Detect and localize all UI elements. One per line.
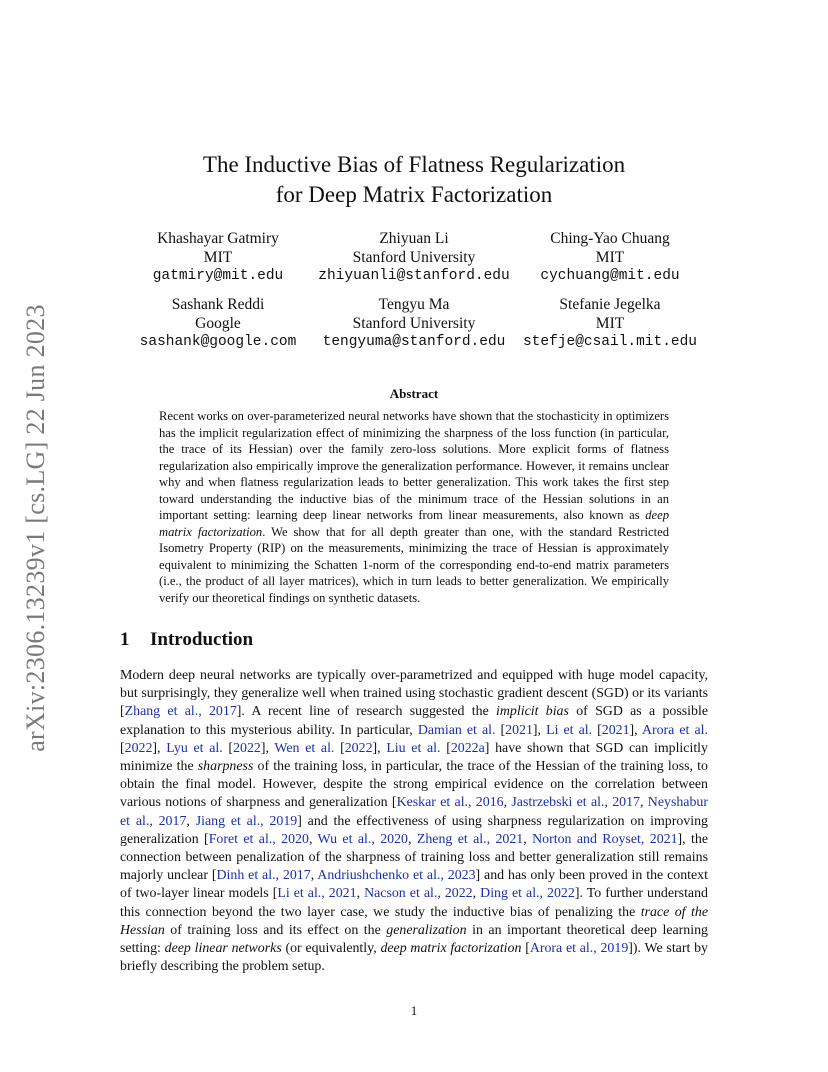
citation-link[interactable]: Foret et al., 2020 bbox=[208, 831, 309, 847]
intro-emphasis: sharpness bbox=[197, 759, 254, 775]
citation-link[interactable]: Nacson et al., 2022 bbox=[364, 886, 473, 902]
section-title: Introduction bbox=[150, 629, 254, 650]
title-line-2: for Deep Matrix Factorization bbox=[275, 182, 553, 207]
author-email[interactable]: gatmiry@mit.edu bbox=[152, 268, 284, 284]
citation-link[interactable]: Zheng et al., 2021 bbox=[416, 831, 524, 847]
citation-link[interactable]: Zhang et al., 2017 bbox=[124, 704, 237, 720]
abstract-emphasis: deep matrix factorization bbox=[159, 508, 669, 539]
intro-text: ], the connection between penalization of the sharpness of training loss and better generalization still remains majorly unclear [ bbox=[120, 831, 708, 884]
author-name: Khashayar Gatmiry bbox=[157, 230, 279, 247]
intro-text: ]. A recent line of research suggested the bbox=[236, 704, 497, 720]
intro-text: ]. To further understand this connection beyond the two layer case, we study the inductive bias of penalizing the bbox=[120, 886, 708, 920]
intro-emphasis: implicit bias bbox=[496, 704, 569, 720]
paper-title bbox=[120, 150, 708, 210]
intro-text: ] and the effectiveness of using sharpness regularization on improving generalization [ bbox=[120, 813, 709, 847]
intro-text: Modern deep neural networks are typically over-parametrized and equipped with huge model capacity, but surprisingly, they generalize well when trained using stochastic gradient descent (SGD) or its variants [ bbox=[120, 668, 708, 720]
citation-link[interactable]: 2021 bbox=[601, 722, 630, 738]
introduction-paragraph bbox=[120, 667, 708, 976]
author-affiliation: MIT bbox=[595, 249, 625, 266]
intro-text: , bbox=[356, 886, 365, 902]
author-email[interactable]: stefje@csail.mit.edu bbox=[522, 334, 698, 350]
author-card bbox=[120, 295, 316, 352]
intro-text: ] and has only been proved in the context of two-layer linear models [ bbox=[120, 868, 708, 902]
citation-link[interactable]: Lyu et al. bbox=[166, 740, 223, 756]
intro-text: , bbox=[186, 813, 196, 829]
author-card bbox=[316, 295, 512, 352]
intro-text: in an important theoretical deep learning setting: bbox=[120, 922, 708, 957]
intro-text: [ bbox=[440, 740, 451, 756]
author-email[interactable]: sashank@google.com bbox=[139, 334, 297, 350]
author-row-2 bbox=[120, 295, 708, 352]
citation-link[interactable]: Norton and Royset, 2021 bbox=[532, 831, 678, 847]
citation-link[interactable]: Dinh et al., 2017 bbox=[216, 868, 311, 884]
author-name: Zhiyuan Li bbox=[379, 230, 449, 247]
author-affiliation: Stanford University bbox=[352, 249, 476, 266]
author-name: Sashank Reddi bbox=[171, 296, 265, 313]
abstract-heading: Abstract bbox=[389, 386, 439, 401]
citation-link[interactable]: Damian et al. bbox=[417, 722, 496, 738]
section-number: 1 bbox=[120, 629, 130, 650]
citation-link[interactable]: 2022 bbox=[233, 740, 261, 756]
author-card bbox=[316, 229, 512, 286]
intro-text: (or equivalently, bbox=[281, 941, 381, 957]
intro-emphasis: deep linear networks bbox=[164, 941, 282, 957]
citation-link[interactable]: Neyshabur et al., 2017 bbox=[120, 795, 708, 829]
intro-text: of training loss and its effect on the bbox=[164, 922, 387, 938]
author-row-1 bbox=[120, 229, 708, 286]
author-email[interactable]: zhiyuanli@stanford.edu bbox=[318, 268, 510, 284]
abstract-text: Recent works on over-parameterized neural networks have shown that the stochasticity in optimizers has the implicit regularization effect of minimizing the sharpness of the loss function (in particular, the trace of its Hessian) over the family zero-loss solutions. More explicit forms of flatness regularization also empirically improve the generalization performance. However, it remains unclear why and when flatness regularization leads to better generalization. This work takes the first step toward understanding the inductive bias of the minimum trace of the Hessian solutions in an important setting: learning deep linear networks from linear measurements, also known as bbox=[159, 409, 669, 522]
citation-link[interactable]: 2022a bbox=[450, 740, 485, 756]
citation-link[interactable]: 2022 bbox=[344, 740, 373, 756]
intro-text: ]). We start by briefly describing the problem setup. bbox=[120, 941, 708, 975]
arxiv-identifier-stamp bbox=[16, 296, 56, 760]
intro-text: [ bbox=[222, 740, 234, 756]
page-number: 1 bbox=[410, 1003, 418, 1018]
intro-text: ], bbox=[260, 740, 275, 756]
citation-link[interactable]: 2022 bbox=[124, 740, 153, 756]
citation-link[interactable]: Wen et al. bbox=[274, 740, 335, 756]
citation-link[interactable]: 2021 bbox=[505, 722, 533, 738]
intro-text: , bbox=[503, 795, 512, 811]
intro-text: ], bbox=[372, 740, 387, 756]
author-email[interactable]: cychuang@mit.edu bbox=[540, 268, 680, 284]
author-affiliation: MIT bbox=[203, 249, 233, 266]
intro-text: ], bbox=[532, 722, 547, 738]
author-affiliation: Google bbox=[195, 315, 241, 332]
author-name: Stefanie Jegelka bbox=[559, 296, 661, 313]
intro-text: [ bbox=[592, 722, 602, 738]
intro-text: [ bbox=[495, 722, 506, 738]
citation-link[interactable]: Andriushchenko et al., 2023 bbox=[317, 868, 476, 884]
intro-text: , bbox=[407, 831, 417, 847]
citation-link[interactable]: Arora et al., 2019 bbox=[529, 941, 629, 957]
intro-text: [ bbox=[120, 740, 125, 756]
author-name: Ching-Yao Chuang bbox=[550, 230, 670, 247]
section-heading bbox=[120, 629, 253, 651]
author-affiliation: MIT bbox=[595, 315, 625, 332]
author-name: Tengyu Ma bbox=[378, 296, 450, 313]
title-line-1: The Inductive Bias of Flatness Regularization bbox=[202, 152, 626, 177]
citation-link[interactable]: Li et al. bbox=[546, 722, 593, 738]
intro-emphasis: generalization bbox=[386, 922, 467, 938]
author-card bbox=[120, 229, 316, 286]
abstract-body bbox=[159, 408, 669, 606]
intro-text: of the training loss, in particular, the trace of the Hessian of the training loss, to obtain the final model. However, despite the strong empirical evidence on the correlation between various notions of sharpness and generalization [ bbox=[120, 759, 708, 811]
citation-link[interactable]: Ding et al., 2022 bbox=[480, 886, 575, 902]
citation-link[interactable]: Jastrzebski et al., 2017 bbox=[511, 795, 641, 811]
citation-link[interactable]: Wu et al., 2020 bbox=[317, 831, 408, 847]
citation-link[interactable]: Jiang et al., 2019 bbox=[195, 813, 298, 829]
intro-text: , bbox=[308, 831, 318, 847]
intro-text: of SGD as a possible explanation to this mysterious ability. In particular, bbox=[120, 704, 708, 738]
intro-emphasis: deep matrix factorization bbox=[380, 941, 522, 957]
author-affiliation: Stanford University bbox=[352, 315, 476, 332]
author-card bbox=[512, 229, 708, 286]
author-card bbox=[512, 295, 708, 352]
intro-text: [ bbox=[334, 740, 345, 756]
author-block bbox=[120, 229, 708, 361]
author-email[interactable]: tengyuma@stanford.edu bbox=[322, 334, 506, 350]
intro-text: , bbox=[640, 795, 648, 811]
intro-text: ] have shown that SGD can implicitly minimize the bbox=[120, 740, 708, 775]
citation-link[interactable]: Liu et al. bbox=[386, 740, 441, 756]
citation-link[interactable]: Keskar et al., 2016 bbox=[396, 795, 504, 811]
citation-link[interactable]: Li et al., 2021 bbox=[277, 886, 357, 902]
intro-text: , bbox=[472, 886, 481, 902]
intro-text: ], bbox=[629, 722, 642, 738]
intro-text: [ bbox=[521, 941, 530, 957]
intro-text: ], bbox=[152, 740, 167, 756]
intro-text: , bbox=[523, 831, 533, 847]
arxiv-identifier-text: arXiv:2306.13239v1 [cs.LG] 22 Jun 2023 bbox=[21, 304, 50, 752]
intro-text: , bbox=[310, 868, 318, 884]
abstract-text: . We show that for all depth greater than one, with the standard Restricted Isometry Property (RIP) on the measurements, minimizing the trace of Hessian is approximately equivalent to minimizing the Schatten 1-norm of the corresponding end-to-end matrix parameters (i.e., the product of all layer matrices), which in turn leads to better generalization. We empirically verify our theoretical findings on synthetic datasets. bbox=[159, 524, 669, 605]
citation-link[interactable]: Arora et al. bbox=[641, 722, 708, 738]
intro-emphasis: trace of the Hessian bbox=[120, 904, 708, 938]
